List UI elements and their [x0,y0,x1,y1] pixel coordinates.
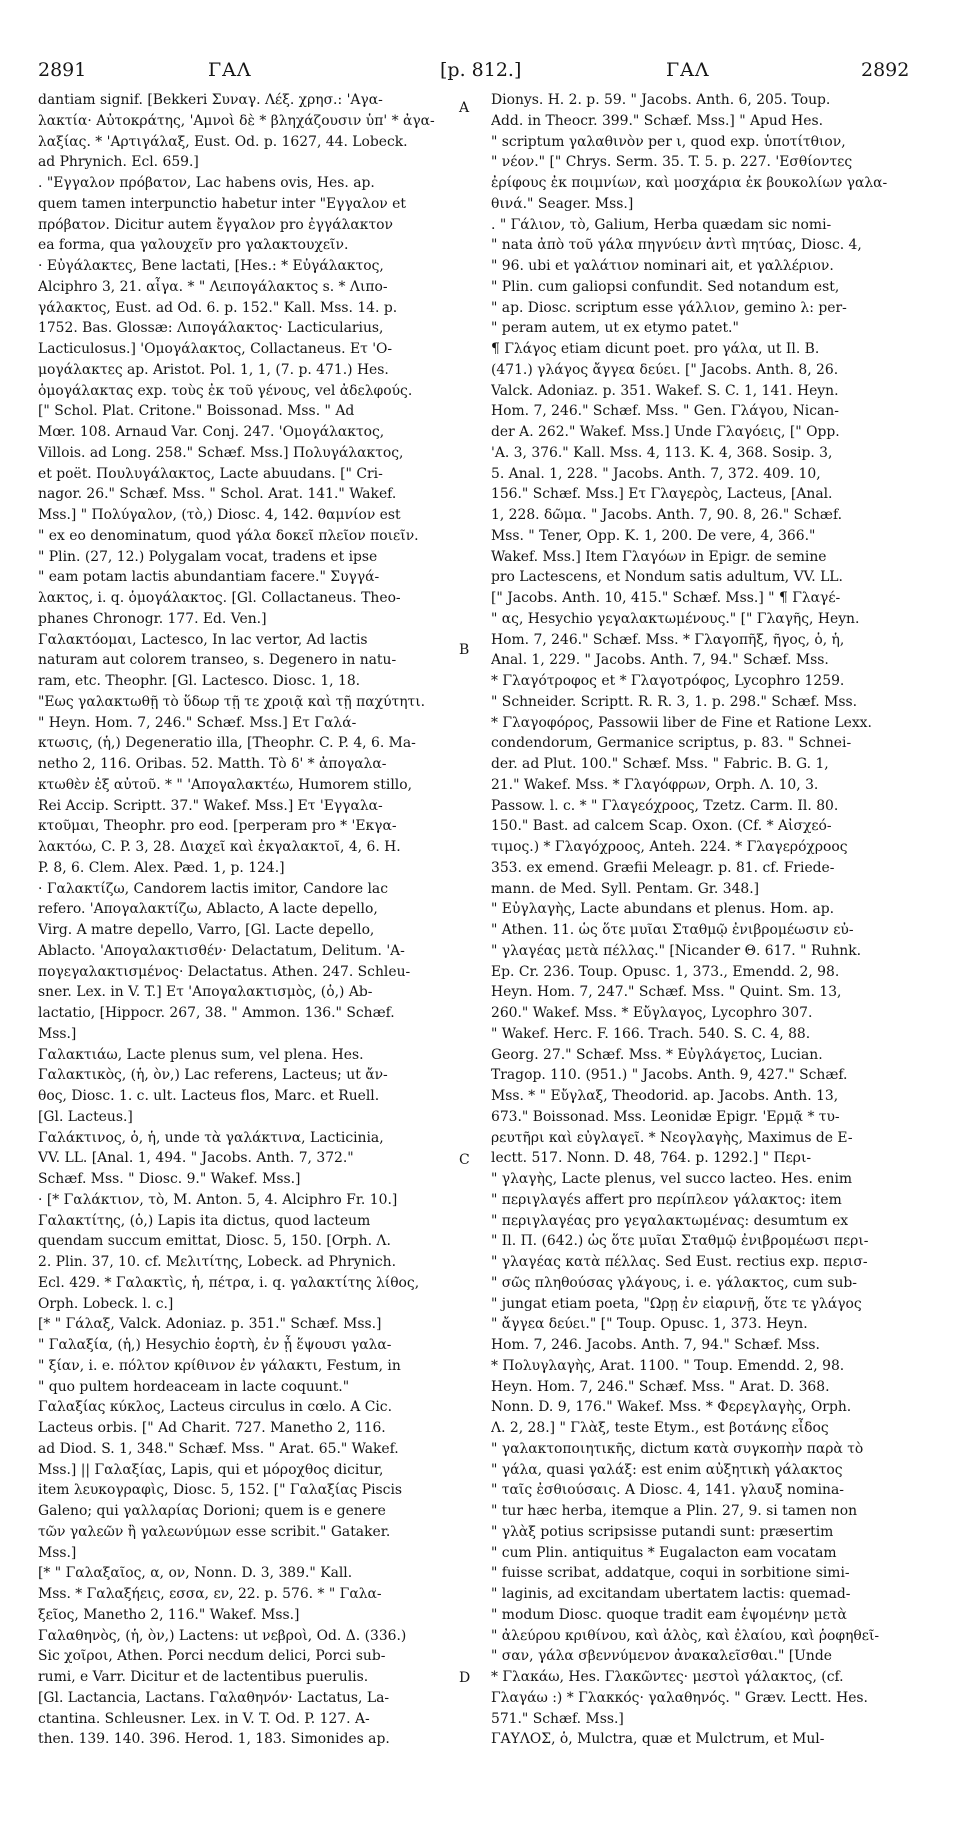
text-line: Anal. 1, 229. " Jacobs. Anth. 7, 94." Schæf. Mss. [491,652,829,669]
text-line: λακτία· Αὐτοκράτης, 'Αμνοὶ δὲ * βληχάζουσιν ὑπ' * ἀγα- [38,112,435,129]
text-line: " Εὐγλαγὴς, Lacte abundans et plenus. Hom. ap. [491,901,835,918]
text-line: " Plin. (27, 12.) Polygalam vocat, tradens et ipse [38,548,378,565]
text-line: 2. Plin. 37, 10. cf. Μελιτίτης, Lobeck. ad Phrynich. [38,1254,396,1270]
text-line: " γλαγὴς, Lacte plenus, vel succo lacteo. Hes. enim [491,1171,853,1187]
text-line: . " Γάλιον, τὸ, Galium, Herba quædam sic nomi- [491,216,832,233]
text-line: " scriptum γαλαθινὸν per ι, quod exp. ὑποτίτθιον, [491,133,846,150]
text-line: Γαλαθηνὸς, (ἡ, ὸν,) Lactens: ut νεβροὶ, Od. Δ. (336.) [38,1627,407,1644]
text-line: ρευτῆρι καὶ εὐγλαγεῖ. * Νεογλαγὴς, Maximus de E- [491,1129,853,1146]
text-line: dantiam signif. [Bekkeri Συναγ. Λέξ. χρησ.: 'Αγα- [38,92,383,108]
text-line: Ablacto. 'Απογαλακτισθέν· Delactatum, Delitum. 'Α- [38,942,405,959]
text-line: [" Schol. Plat. Critone." Boissonad. Mss. " Ad [38,403,355,420]
text-line: " jungat etiam poeta, "Ωρῃ ἐν εἰαρινῇ, ὅτε τε γλάγος [491,1295,862,1312]
text-line: Dionys. H. 2. p. 59. " Jacobs. Anth. 6, 205. Toup. [491,92,831,108]
column-reference: [p. 812.] [440,59,522,81]
text-line: condendorum, Germanice scriptus, p. 83. " Schnei- [491,735,852,752]
text-line: λακτόω, C. P. 3, 28. Διαχεῖ καὶ ἐκγαλακτοῖ, 4, 6. H. [38,839,401,855]
text-line: κτωθὲν ἐξ αὐτοῦ. * " 'Απογαλακτέω, Humorem stillo, [38,776,412,793]
text-line: " modum Diosc. quoque tradit eam ἑψομένην μετὰ [491,1606,847,1623]
header-word-left: ΓΑΛ [208,59,252,81]
text-line: 571." Schæf. Mss.] [491,1710,624,1727]
text-line: * Γλαγοφόρος, Passowii liber de Fine et Ratione Lexx. [491,714,872,731]
text-line: Mss.] || Γαλαξίας, Lapis, qui et μόροχθος dicitur, [38,1461,384,1478]
text-line: Γαλαξίας κύκλος, Lacteus circulus in cœlo. A Cic. [38,1399,392,1416]
text-line: Villois. ad Long. 258." Schæf. Mss.] Πολυγάλακτος, [38,444,404,461]
section-marker-c: C [459,1152,470,1168]
text-line: 150." Bast. ad calcem Scap. Oxon. (Cf. * Αἰσχεό- [491,818,832,835]
text-line: " ξίαν, i. e. πόλτον κρίθινον ἐν γάλακτι, Festum, in [38,1357,401,1374]
text-line: Galeno; qui γαλλαρίας Dorioni; quem is e genere [38,1503,386,1519]
text-line: der A. 262." Wakef. Mss.] Unde Γλαγόεις, [" Opp. [491,424,840,440]
text-line: Heyn. Hom. 7, 247." Schæf. Mss. " Quint. Sm. 13, [491,984,842,1001]
text-line: Hom. 7, 246." Schæf. Mss. * Γλαγοπῆξ, ῆγος, ὁ, ἡ, [491,631,845,648]
text-line: 260." Wakef. Mss. * Εὔγλαγος, Lycophro 307. [491,1005,813,1021]
text-line: θινά." Seager. Mss.] [491,195,634,212]
text-line: " σαν, γάλα σβεννύμενον ἀνακαλεῖσθαι." [Unde [491,1648,832,1665]
section-marker-b: B [459,642,470,658]
text-line: Γαλακτόομαι, Lactesco, In lac vertor, Ad lactis [38,631,368,648]
text-line: " ap. Diosc. scriptum esse γάλλιον, gemino λ: per- [491,299,847,316]
text-line: Add. in Theocr. 399." Schæf. Mss.] " Apud Hes. [491,112,824,129]
text-line: " γάλα, quasi γαλάξ: est enim αὐξητικὴ γάλακτος [491,1461,843,1478]
text-line: " νέον." [" Chrys. Serm. 35. T. 5. p. 227. 'Εσθίοντες [491,154,853,171]
text-line: κτωσις, (ἡ,) Degeneratio illa, [Theophr. C. P. 4, 6. Ma- [38,735,416,752]
text-line: Ecl. 429. * Γαλακτὶς, ἡ, πέτρα, i. q. γαλακτίτης λίθος, [38,1274,420,1291]
text-line: der. ad Plut. 100." Schæf. Mss. " Fabric. B. G. 1, [491,756,829,772]
text-line: Heyn. Hom. 7, 246." Schæf. Mss. " Arat. D. 368. [491,1378,830,1395]
text-line: " cum Plin. antiquitus * Eugalacton eam vocatam [491,1544,837,1561]
text-line: Alciphro 3, 21. αἶγα. * " Λειπογάλακτος s. * Λιπο- [38,278,388,295]
text-line: 5. Anal. 1, 228. " Jacobs. Anth. 7, 372. 409. 10, [491,465,821,482]
text-line: " eam potam lactis abundantiam facere." Συγγά- [38,569,380,586]
text-line: " περιγλαγέs affert pro περίπλεον γάλακτος: item [491,1191,842,1208]
page-number-right: 2892 [861,59,910,81]
text-line: Mss. * Γαλαξήεις, εσσα, εν, 22. p. 576. * " Γαλα- [38,1586,382,1602]
text-line: Valck. Adoniaz. p. 351. Wakef. S. C. 1, 141. Heyn. [491,382,839,399]
text-line: Γαλακτίτης, (ὁ,) Lapis ita dictus, quod lacteum [38,1212,371,1229]
text-line: " Plin. cum galiopsi confundit. Sed notandum est, [491,278,840,295]
text-line: " quo pultem hordeaceam in lacte coquunt." [38,1378,350,1395]
text-line: Tragop. 110. (951.) " Jacobs. Anth. 9, 427." Schæf. [491,1067,848,1084]
text-line: " ἀλεύρου κριθίνου, καὶ ἁλὸς, καὶ ἐλαίου, καὶ ῥοφηθεῖ- [491,1627,880,1644]
text-line: ὁμογάλακτας exp. τοὺς ἐκ τοῦ γένους, vel ἀδελφούς. [38,382,413,399]
text-line: " ταῖς ἐσθιούσαις. A Diosc. 4, 141. γλαυξ nomina- [491,1482,844,1499]
right-column [491,90,910,1812]
text-line: λαξίας. * 'Αρτιγάλαξ, Eust. Od. p. 1627, 44. Lobeck. [38,133,408,150]
text-line: " ex eo denominatum, quod γάλα δοκεῖ πλεῖον ποιεῖν. [38,527,419,544]
text-line: " γλαγέας κατὰ πέλλας. Sed Eust. rectius exp. περισ- [491,1254,868,1270]
text-line: naturam aut colorem transeo, s. Degenero in natu- [38,652,397,669]
text-line: θος, Diosc. 1. c. ult. Lacteus flos, Marc. et Ruell. [38,1088,380,1104]
text-line: (471.) γλάγος ἄγγεα δεύει. [" Jacobs. Anth. 8, 26. [491,361,839,378]
text-line: ram, etc. Theophr. [Gl. Lactesco. Diosc. 1, 18. [38,673,361,689]
section-markers [459,90,483,1790]
text-line: " σῶς πληθούσας γλάγους, i. e. γάλακτος, cum sub- [491,1274,857,1291]
text-line: * Πολυγλαγὴς, Arat. 1100. " Toup. Emendd. 2, 98. [491,1357,845,1374]
text-line: then. 139. 140. 396. Herod. 1, 183. Simonides ap. [38,1731,390,1748]
text-line: sner. Lex. in V. T.] Ετ 'Απογαλακτισμὸς, (ὁ,) Ab- [38,984,373,1001]
text-line: " ἄγγεα δεύει." [" Toup. Opusc. 1, 373. Heyn. [491,1316,808,1333]
text-line: 21." Wakef. Mss. * Γλαγόφρων, Orph. Λ. 10, 3. [491,776,819,793]
text-line: Schæf. Mss. " Diosc. 9." Wakef. Mss.] [38,1171,301,1187]
text-line: * Γλακάω, Hes. Γλακῶντες· μεστοὶ γάλακτος, (cf. [491,1669,844,1685]
text-line: " γλὰξ potius scripsisse putandi sunt: præsertim [491,1523,834,1540]
text-line: Mss. " Tener, Opp. K. 1, 200. De vere, 4, 366." [491,527,816,544]
text-line: pro Lactescens, et Nondum satis adultum, VV. LL. [491,569,843,586]
text-line: " Il. Π. (642.) ὡς ὅτε μυῖαι Σταθμῷ ἐνιβρομέωσι περι- [491,1233,869,1250]
text-line: Γαλάκτινος, ὁ, ἡ, unde τὰ γαλάκτινα, Lacticinia, [38,1129,384,1146]
text-line: " 96. ubi et γαλάτιον nominari ait, et γαλλέριον. [491,258,834,274]
text-line: Hom. 7, 246." Schæf. Mss. " Gen. Γλάγου, Nican- [491,403,839,420]
text-line: Hom. 7, 246. Jacobs. Anth. 7, 94." Schæf. Mss. [491,1337,820,1353]
text-line: 353. ex emend. Græfii Meleagr. p. 81. cf. Friede- [491,859,835,876]
text-line: Lacticulosus.] 'Ομογάλακτος, Collactaneus. Ετ 'Ο- [38,341,393,357]
text-line: . "Εγγαλον πρόβατον, Lac habens ovis, Hes. ap. [38,175,375,191]
text-line: Passow. l. c. * " Γλαγεόχροος, Tzetz. Carm. Il. 80. [491,797,839,814]
text-line: " Γαλαξία, (ἡ,) Hesychio ἑορτὴ, ἐν ᾗ ἕψουσι γαλα- [38,1337,392,1353]
text-line: " Athen. 11. ὡς ὅτε μυῖαι Σταθμῷ ἐνιβρομέωσιν εὐ- [491,922,854,938]
text-line: lectt. 517. Nonn. D. 48, 764. p. 1292.] " Περι- [491,1150,812,1167]
text-line: Wakef. Mss.] Item Γλαγόων in Epigr. de semine [491,548,827,565]
left-column [38,90,450,1812]
text-line: et poët. Πουλυγάλακτος, Lacte abuudans. [" Cri- [38,465,383,482]
text-line: ctantina. Schleusner. Lex. in V. T. Od. P. 127. A- [38,1710,370,1727]
text-line: · Γαλακτίζω, Candorem lactis imitor, Candore lac [38,880,388,897]
text-line: γάλακτος, Eust. ad Od. 6. p. 152." Kall. Mss. 14. p. [38,299,398,316]
text-line: πογεγαλακτισμένος· Delactatus. Athen. 247. Schleu- [38,963,411,980]
text-line: [Gl. Lacteus.] [38,1108,133,1125]
text-line: μογάλακτες ap. Aristot. Pol. 1, 1, (7. p. 471.) Hes. [38,361,389,378]
text-line: Γαλακτικὸς, (ἡ, ὸν,) Lac referens, Lacteus; ut ἄν- [38,1067,388,1084]
text-line: Ep. Cr. 236. Toup. Opusc. 1, 373., Emendd. 2, 98. [491,963,840,980]
text-line: " tur hæc herba, itemque a Plin. 27, 9. si tamen non [491,1503,858,1519]
text-line: phanes Chronogr. 177. Ed. Ven.] [38,610,267,627]
text-line: Lacteus orbis. [" Ad Charit. 727. Manetho 2, 116. [38,1420,386,1436]
section-marker-a: A [459,100,470,116]
text-line: rumi, e Varr. Dicitur et de lactentibus puerulis. [38,1669,369,1685]
text-line: Mss.] [38,1544,77,1561]
text-line: ea forma, qua γαλουχεῖν pro γαλακτουχεῖν. [38,237,349,254]
text-line: " περιγλαγέας pro γεγαλακτωμένας: desumtum ex [491,1212,849,1229]
text-line: ad Diod. S. 1, 348." Schæf. Mss. " Arat. 65." Wakef. [38,1440,399,1457]
text-line: ad Phrynich. Ecl. 659.] [38,154,199,171]
text-line: " Schneider. Scriptt. R. R. 3, 1. p. 298." Schæf. Mss. [491,693,858,710]
text-line: " ας, Hesychio γεγαλακτωμένους." [" Γλαγῆς, Heyn. [491,610,860,627]
text-line: netho 2, 116. Oribas. 52. Matth. Τὸ δ' * ἀπογαλα- [38,756,387,772]
page-number-left: 2891 [38,59,87,81]
text-line: " peram autem, ut ex etymo patet." [491,320,739,337]
text-line: κτοῦμαι, Theophr. pro eod. [perperam pro * 'Εκγα- [38,818,397,835]
text-line: [* " Γαλαξαῖος, α, ον, Nonn. D. 3, 389." Kall. [38,1565,353,1582]
text-line: ξεῖος, Manetho 2, 116." Wakef. Mss.] [38,1606,300,1623]
text-line: P. 8, 6. Clem. Alex. Pæd. 1, p. 124.] [38,859,285,876]
text-line: " laginis, ad excitandam ubertatem lactis: quemad- [491,1586,851,1602]
text-line: "Εως γαλακτωθῇ τὸ ὕδωρ τῇ τε χροιᾷ καὶ τῇ παχύτητι. [38,693,426,710]
text-line: · [* Γαλάκτιον, τὸ, M. Anton. 5, 4. Alciphro Fr. 10.] [38,1191,398,1208]
text-line: ἐρίφους ἐκ ποιμνίων, καὶ μοσχάρια ἐκ βουκολίων γαλα- [491,175,888,191]
text-line: [Gl. Lactancia, Lactans. Γαλαθηνόν· Lactatus, La- [38,1689,390,1706]
text-line: πρόβατον. Dicitur autem ἔγγαλον pro ἐγγάλακτον [38,216,393,233]
text-line: " Wakef. Herc. F. 166. Trach. 540. S. C. 4, 88. [491,1025,811,1042]
text-line: Mss.] " Πολύγαλον, (τὸ,) Diosc. 4, 142. θαμνίον est [38,507,401,523]
text-line: τῶν γαλεῶν ἢ γαλεωνύμων esse scribit." Gataker. [38,1523,391,1540]
header-word-right: ΓΑΛ [666,59,710,81]
text-line: item λευκογραφὶς, Diosc. 5, 152. [" Γαλαξίας Piscis [38,1482,403,1499]
text-line: Γλαγάω :) * Γλακκός· γαλαθηνός. " Græv. Lectt. Hes. [491,1689,868,1706]
text-line: quendam succum emittat, Diosc. 5, 150. [Orph. Λ. [38,1233,391,1250]
text-line: [" Jacobs. Anth. 10, 415." Schæf. Mss.] " ¶ Γλαγέ- [491,590,841,606]
text-line: refero. 'Απογαλακτίζω, Ablacto, A lacte depello, [38,901,378,918]
text-line: " γαλακτοποιητικῆς, dictum κατὰ συγκοπὴν παρὰ τὸ [491,1440,864,1457]
text-line: τιμος.) * Γλαγόχροος, Anteh. 224. * Γλαγερόχροος [491,839,848,855]
text-line: Λ. 2, 28.] " Γλὰξ, teste Etym., est βοτάνης εἶδος [491,1420,829,1436]
text-line: · Εὐγάλακτες, Bene lactati, [Hes.: * Εὐγάλακτος, [38,258,384,274]
text-line: λακτος, i. q. ὁμογάλακτος. [Gl. Collactaneus. Theo- [38,590,401,606]
text-line: Γαλακτιάω, Lacte plenus sum, vel plena. Hes. [38,1046,364,1063]
text-line: 1, 228. δῶμα. " Jacobs. Anth. 7, 90. 8, 26." Schæf. [491,507,843,523]
text-line: 156." Schæf. Mss.] Ετ Γλαγερὸς, Lacteus, [Anal. [491,486,833,503]
text-line: Nonn. D. 9, 176." Wakef. Mss. * Φερεγλαγὴς, Orph. [491,1399,852,1416]
text-line: VV. LL. [Anal. 1, 494. " Jacobs. Anth. 7, 372." [38,1150,354,1167]
text-line: 1752. Bas. Glossæ: Λιπογάλακτος· Lacticularius, [38,320,384,337]
text-line: " γλαγέας μετὰ πέλλας." [Nicander Θ. 617. " Ruhnk. [491,942,862,959]
text-line: [* " Γάλαξ, Valck. Adoniaz. p. 351." Schæf. Mss.] [38,1316,382,1333]
text-line: nagor. 26." Schæf. Mss. " Schol. Arat. 141." Wakef. [38,486,397,503]
text-line: " fuisse scribat, addatque, coqui in sorbitione simi- [491,1565,850,1582]
text-line: * Γλαγότροφος et * Γλαγοτρόφος, Lycophro 1259. [491,673,845,689]
text-line: Mss. * " Εὔγλαξ, Theodorid. ap. Jacobs. Anth. 13, [491,1088,839,1104]
text-line: " nata ἀπὸ τοῦ γάλα πηγνύειν ἀντὶ πητύας, Diosc. 4, [491,237,862,254]
text-line: Virg. A matre depello, Varro, [Gl. Lacte depello, [38,922,375,938]
text-line: Mss.] [38,1025,77,1042]
text-line: " Heyn. Hom. 7, 246." Schæf. Mss.] Ετ Γαλά- [38,714,357,731]
text-line: Georg. 27." Schæf. Mss. * Εὐγλάγετος, Lucian. [491,1046,823,1063]
text-line: 'A. 3, 376." Kall. Mss. 4, 113. K. 4, 368. Sosip. 3, [491,444,833,461]
text-line: 673." Boissonad. Mss. Leonidæ Epigr. 'Ερμᾷ * τυ- [491,1108,840,1125]
text-line: Sic χοῖροι, Athen. Porci necdum delici, Porci sub- [38,1648,386,1665]
text-line: Mœr. 108. Arnaud Var. Conj. 247. 'Ομογάλακτος, [38,424,385,440]
text-line: ¶ Γλάγος etiam dicunt poet. pro γάλα, ut Il. B. [491,341,820,357]
text-line: lactatio, [Hippocr. 267, 38. " Ammon. 136." Schæf. [38,1005,395,1021]
section-marker-d: D [459,1670,471,1686]
text-line: quem tamen interpunctio habetur inter "Εγγαλον et [38,195,406,212]
text-line: ΓΑΥΛΟΣ, ὁ, Mulctra, quæ et Mulctrum, et Mul- [491,1731,825,1748]
text-line: mann. de Med. Syll. Pentam. Gr. 348.] [491,880,760,897]
text-line: Orph. Lobeck. l. c.] [38,1295,174,1312]
text-line: Rei Accip. Scriptt. 37." Wakef. Mss.] Ετ 'Εγγαλα- [38,797,383,814]
